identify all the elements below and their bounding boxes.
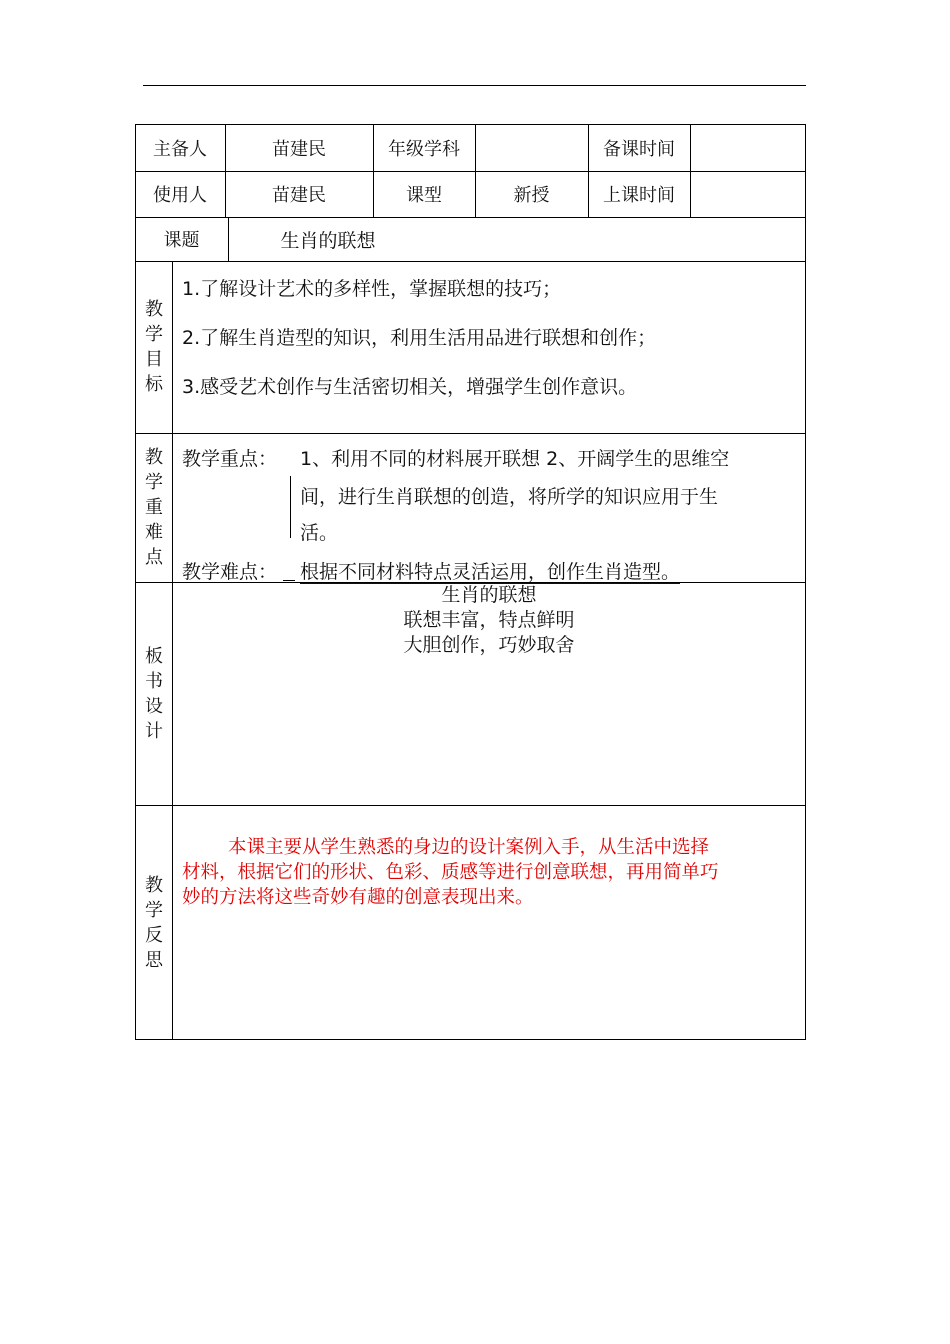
- grade-value: [475, 124, 588, 171]
- reflection-label: 教 学 反 思: [145, 874, 163, 971]
- indent-marker: [290, 476, 291, 538]
- top-rule: [143, 85, 806, 86]
- prep-time-label: 备课时间: [603, 138, 675, 160]
- key-focus-line: 1、利用不同的材料展开联想 2、开阔学生的思维空: [300, 448, 730, 470]
- class-time-label: 上课时间: [603, 185, 675, 206]
- objective-item: 3.感受艺术创作与生活密切相关，增强学生创作意识。: [182, 376, 638, 398]
- row-divider: [135, 433, 806, 434]
- reflection-line: 材料，根据它们的形状、色彩、质感等进行创意联想，再用简单巧: [182, 862, 719, 883]
- prep-time-value: [690, 124, 806, 171]
- key-focus-line: 间，进行生肖联想的创造，将所学的知识应用于生: [300, 486, 719, 508]
- objective-item: 1.了解设计艺术的多样性，掌握联想的技巧；: [182, 278, 562, 300]
- board-line: 联想丰富，特点鲜明: [403, 609, 575, 631]
- grade-label: 年级学科: [388, 138, 460, 160]
- owner-label: 主备人: [153, 138, 207, 160]
- objective-item: 2.了解生肖造型的知识，利用生活用品进行联想和创作；: [182, 327, 657, 349]
- type-value: 新授: [513, 185, 550, 206]
- type-label: 课型: [406, 185, 442, 206]
- topic-value: 生肖的联想: [280, 229, 376, 252]
- class-time-value: [690, 171, 806, 217]
- user-label: 使用人: [153, 185, 207, 206]
- key-points-label: 教 学 重 难 点: [145, 447, 163, 568]
- owner-value: 苗建民: [272, 138, 326, 160]
- board-line: 生肖的联想: [441, 584, 537, 606]
- topic-label: 课题: [163, 230, 200, 251]
- row-divider: [135, 805, 806, 806]
- reflection-line: 妙的方法将这些奇妙有趣的创意表现出来。: [182, 887, 534, 908]
- key-focus-line: 活。: [300, 522, 339, 544]
- objectives-label: 教 学 目 标: [145, 299, 163, 395]
- row-divider: [135, 261, 806, 262]
- board-design-label: 板 书 设 计: [145, 645, 163, 742]
- key-focus-label: 教学重点：: [182, 448, 278, 470]
- reflection-line: 本课主要从学生熟悉的身边的设计案例入手，从生活中选择: [228, 837, 710, 858]
- difficulty-text: 根据不同材料特点灵活运用，创作生肖造型。: [300, 561, 681, 583]
- board-line: 大胆创作，巧妙取舍: [403, 634, 575, 656]
- user-value: 苗建民: [272, 185, 326, 206]
- difficulty-label: 教学难点：: [182, 561, 278, 583]
- underline-gap: [283, 580, 295, 581]
